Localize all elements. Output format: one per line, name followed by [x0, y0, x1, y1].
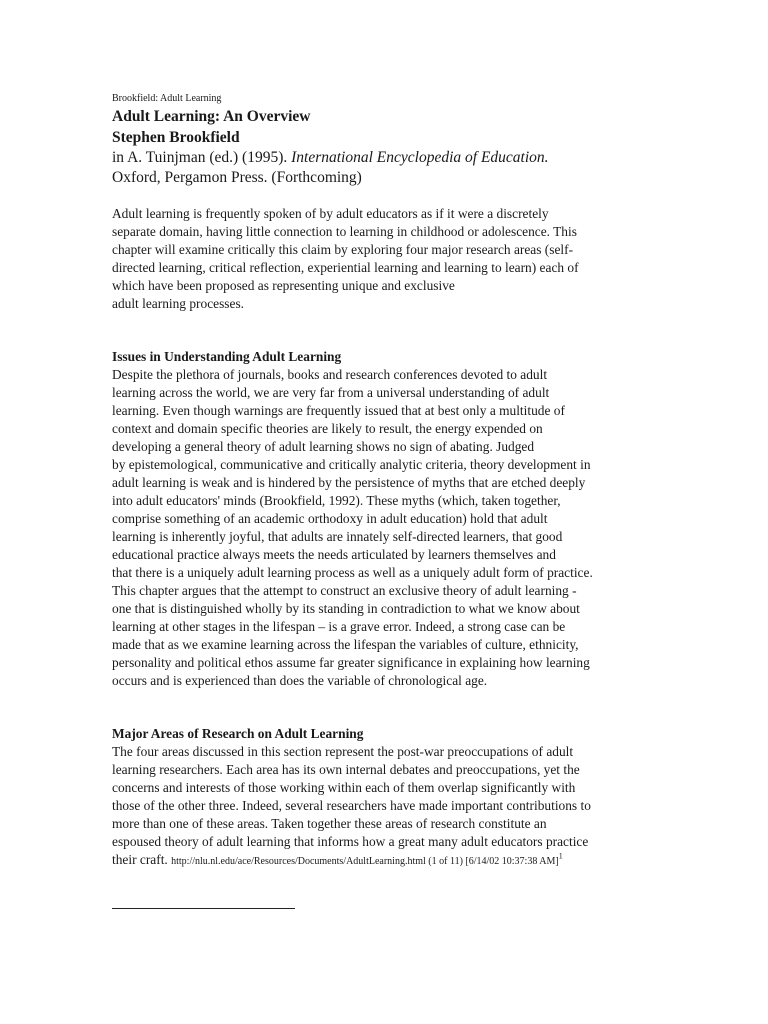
footnote-marker: 1 — [558, 851, 563, 861]
citation-line — [112, 148, 657, 168]
section-paragraph: Despite the plethora of journals, books and research conferences devoted to adult learning across the world, we are very far from a universal understanding of adult learning. Even though warnings are frequently issued that at best only a multitude of context and domain specific theories are likely to result, the energy expended on developing a general theory of adult learning shows no sign of abating. Judged by epistemological, communicative and critically analytic criteria, theory development in adult learning is weak and is hindered by the persistence of myths that are etched deeply into adult educators' minds (Brookfield, 1992). These myths (which, taken together, comprise something of an academic orthodoxy in adult education) hold that adult learning is inherently joyful, that adults are innately self-directed learners, that good educational practice always meets the needs articulated by learners themselves and that there is a uniquely adult learning process as well as a uniquely adult form of practice. This chapter argues that the attempt to construct an exclusive theory of adult learning - one that is distinguished wholly by its standing in contradiction to what we know about learning at other stages in the lifespan – is a grave error. Indeed, a strong case can be made that as we examine learning across the lifespan the variables of culture, ethnicity, personality and political ethos assume far greater significance in explaining how learning occurs and is experienced than does the variable of chronological age. — [112, 367, 593, 688]
citation-publisher: Oxford, Pergamon Press. (Forthcoming) — [112, 169, 362, 186]
section-paragraph-text: The four areas discussed in this section represent the post-war preoccupations of adult learning researchers. Each area has its own internal debates and preoccupations, yet the concerns and interests of those working within each of them overlap significantly with those of the other three. Indeed, several researchers have made important contributions to more than one of these areas. Taken together these areas of research constitute an espoused theory of adult learning that informs how a great many adult educators practice their craft. — [112, 744, 591, 867]
section-heading: Major Areas of Research on Adult Learning — [112, 726, 364, 741]
citation-prefix: in A. Tuinjman (ed.) (1995). — [112, 149, 292, 166]
document-title: Adult Learning: An Overview — [112, 108, 311, 125]
footnote-divider — [112, 908, 295, 909]
section-issues — [112, 348, 657, 690]
abstract-paragraph: Adult learning is frequently spoken of by adult educators as if it were a discretely separate domain, having little connection to learning in childhood or adolescence. This chapter will examine critically this claim by exploring four major research areas (self- directed learning, critical reflection, experiential learning and learning to learn) each of which have been proposed as representing unique and exclusive adult learning processes. — [112, 206, 579, 311]
section-heading: Issues in Understanding Adult Learning — [112, 349, 342, 364]
citation-work: International Encyclopedia of Education. — [291, 149, 549, 166]
section-major-areas — [112, 725, 657, 871]
page-footer-url[interactable]: http://nlu.nl.edu/ace/Resources/Documents/AdultLearning.html (1 of 11) [6/14/02 10:37:38 AM] — [171, 856, 559, 867]
section-paragraph — [112, 743, 657, 871]
document-author: Stephen Brookfield — [112, 129, 240, 146]
running-head: Brookfield: Adult Learning — [112, 93, 222, 104]
document-page — [112, 92, 657, 871]
